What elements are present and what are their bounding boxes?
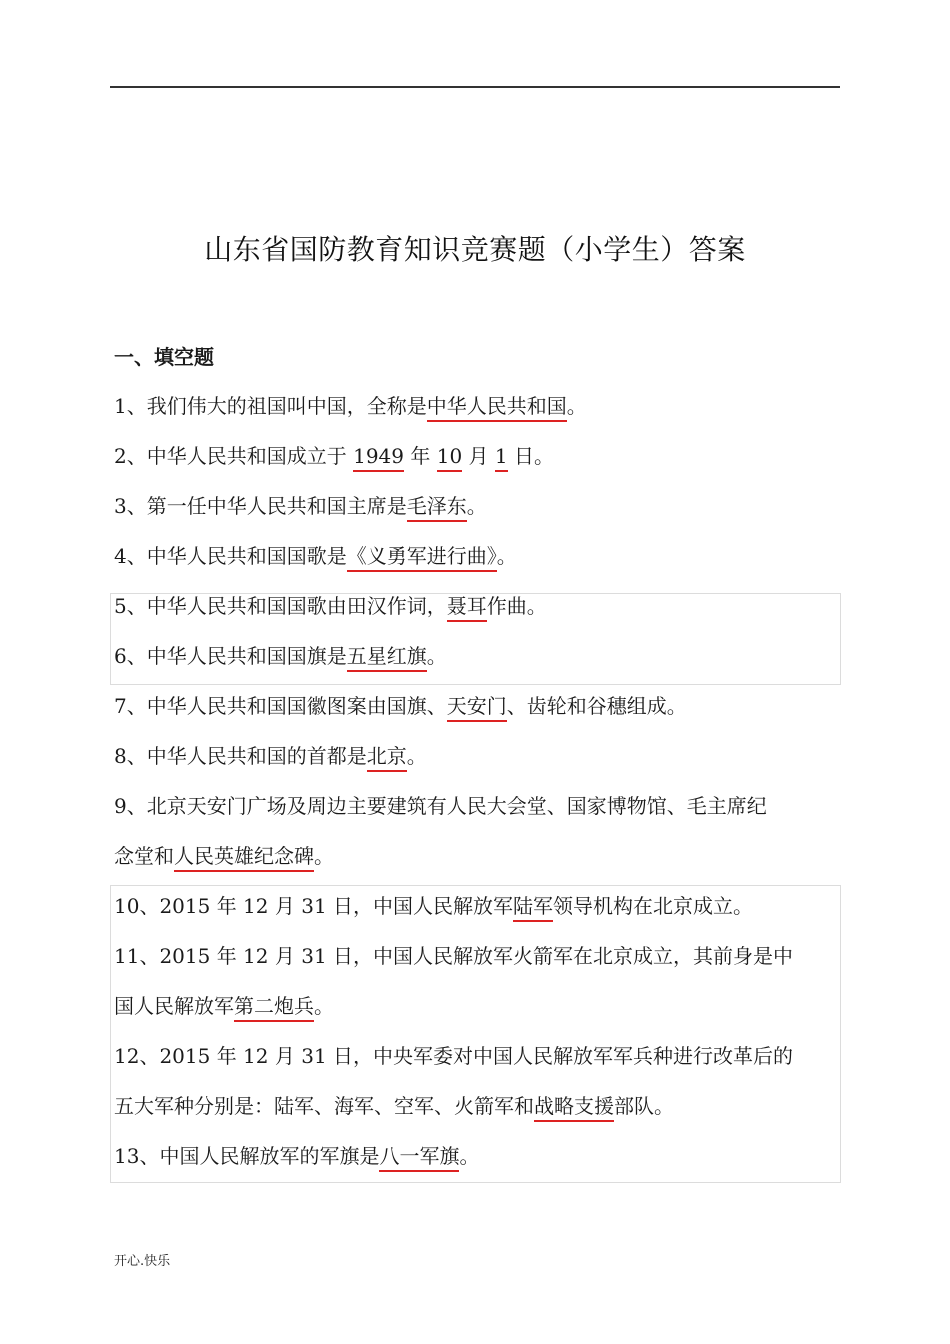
question-line [114,642,447,670]
question-text: 月 [462,444,495,468]
answer-text: 10 [437,444,462,472]
question-line [114,1092,674,1120]
question-text: 8、中华人民共和国的首都是 [114,744,367,768]
question-line [114,542,517,570]
question-line [114,692,687,720]
boxed-region-2 [110,885,841,1183]
answer-text: 1949 [353,444,404,472]
answer-text: 1 [495,444,508,472]
question-text: 10、2015 年 12 月 31 日，中国人民解放军 [114,894,514,918]
question-line [114,942,793,970]
question-text: 部队。 [614,1094,674,1118]
question-line [114,992,334,1020]
question-line [114,742,427,770]
answer-text: 《义勇军进行曲》 [347,544,497,572]
document-title: 山东省国防教育知识竞赛题（小学生）答案 [204,233,746,266]
question-text: 作曲。 [486,594,547,618]
question-text: 。 [426,644,447,668]
question-text: 6、中华人民共和国国旗是 [114,644,347,668]
question-text: 领导机构在北京成立。 [553,894,754,918]
answer-text: 八一军旗 [379,1144,459,1172]
question-text: 年 [404,444,437,468]
answer-text: 毛泽东 [407,494,467,522]
answer-text: 五星红旗 [347,644,427,672]
question-line [114,1142,479,1170]
question-text: 日。 [507,444,554,468]
question-line [114,492,487,520]
question-text: 。 [459,1144,480,1168]
question-text: 。 [314,994,334,1018]
question-text: 国人民解放军 [114,994,234,1018]
answer-text: 战略支援 [534,1094,614,1122]
question-line [114,392,587,420]
question-text: 。 [566,394,587,418]
answer-text: 人民英雄纪念碑 [174,844,314,872]
question-text: 12、2015 年 12 月 31 日，中央军委对中国人民解放军军兵种进行改革后的 [114,1044,794,1068]
question-text: 9、北京天安门广场及周边主要建筑有人民大会堂、国家博物馆、毛主席纪 [114,794,767,818]
question-text: 11、2015 年 12 月 31 日，中国人民解放军火箭军在北京成立，其前身是中 [114,944,794,968]
question-text: 1、我们伟大的祖国叫中国，全称是 [114,394,427,418]
question-text: 。 [314,844,334,868]
answer-text: 天安门 [447,694,507,722]
answer-text: 陆军 [513,894,553,922]
question-text: 念堂和 [114,844,174,868]
answer-text: 聂耳 [447,594,487,622]
answer-text: 中华人民共和国 [427,394,567,422]
answer-text: 第二炮兵 [234,994,314,1022]
header-rule [110,86,840,88]
question-text: 13、中国人民解放军的军旗是 [114,1144,380,1168]
question-text: 。 [496,544,517,568]
question-text: 2、中华人民共和国成立于 [114,444,354,468]
answer-text: 北京 [367,744,407,772]
question-text: 五大军种分别是：陆军、海军、空军、火箭军和 [114,1094,534,1118]
question-line [114,842,334,870]
question-line [114,1042,793,1070]
question-line [114,792,767,820]
question-text: 。 [406,744,427,768]
question-line [114,442,554,470]
question-text: 、齿轮和谷穗组成。 [506,694,687,718]
section-heading: 一、填空题 [114,345,214,369]
question-line [114,892,753,920]
question-line [114,592,547,620]
question-text: 5、中华人民共和国国歌由田汉作词， [114,594,447,618]
question-text: 7、中华人民共和国国徽图案由国旗、 [114,694,447,718]
question-text: 3、第一任中华人民共和国主席是 [114,494,407,518]
footer-text: 开心.快乐 [114,1254,171,1269]
question-text: 。 [466,494,487,518]
question-text: 4、中华人民共和国国歌是 [114,544,347,568]
